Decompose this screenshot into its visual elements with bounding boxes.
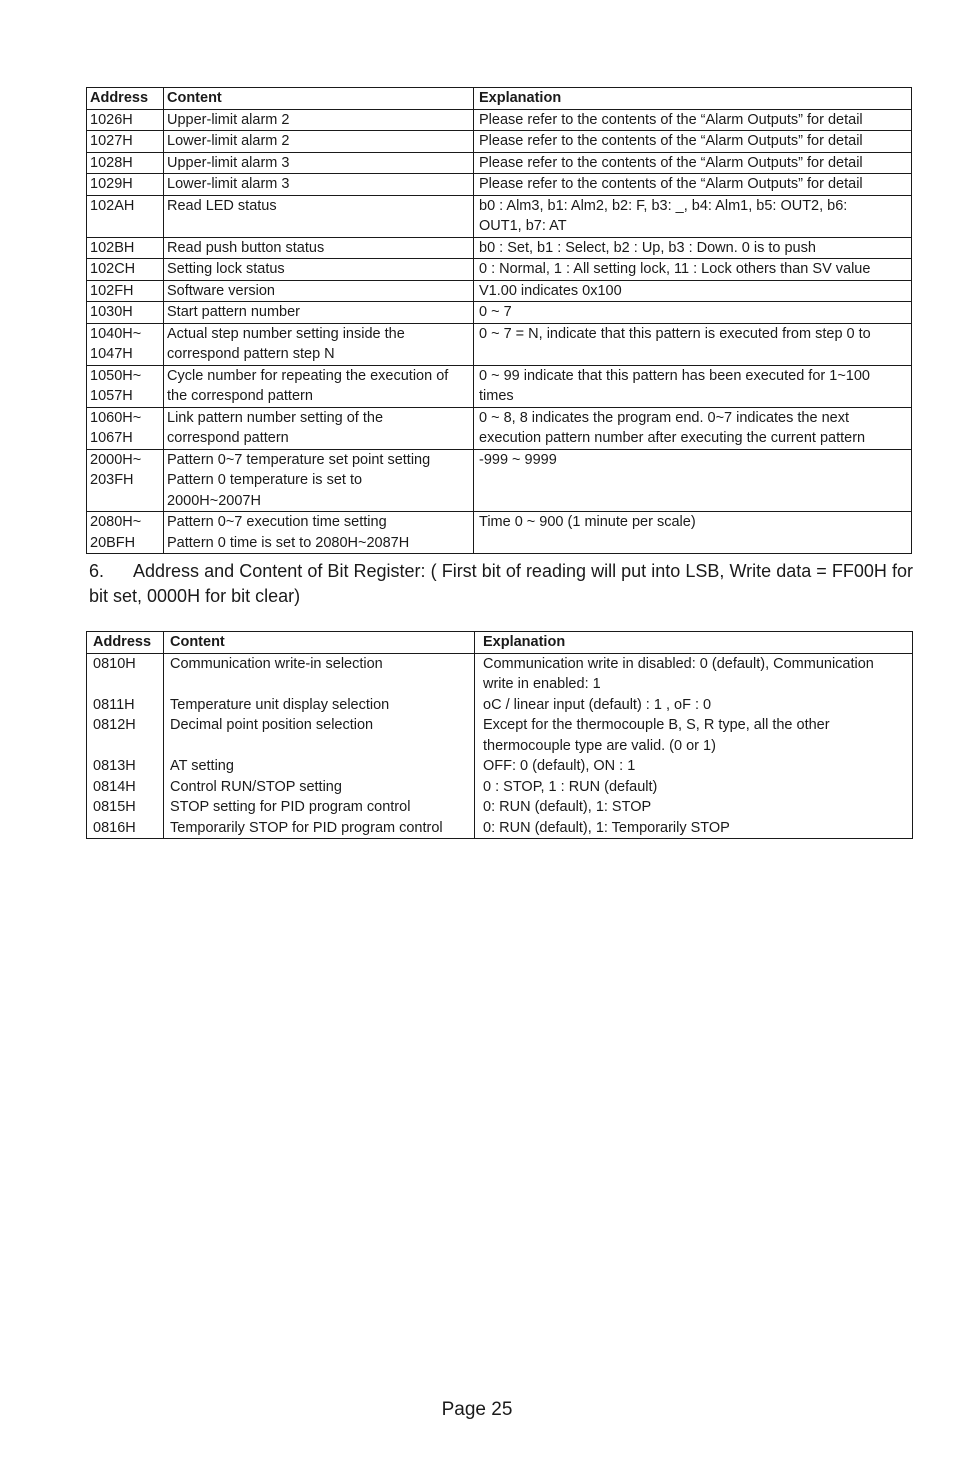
address-cell: 102BH <box>87 237 164 259</box>
address-cell: 102AH <box>87 195 164 237</box>
address-cell: 0813H <box>87 756 164 777</box>
explanation-cell: 0 : STOP, 1 : RUN (default) <box>483 778 658 795</box>
address-cell: 1027H <box>87 131 164 153</box>
explanation-cell: 0 ~ 7 = N, indicate that this pattern is executed from step 0 to <box>474 323 912 365</box>
address-cell: 102FH <box>87 280 164 302</box>
header-explanation: Explanation <box>475 632 913 654</box>
table-row <box>87 512 912 554</box>
content-cell: Read push button status <box>164 237 474 259</box>
explanation-cell: 0 ~ 7 <box>474 302 912 324</box>
content-cell: Link pattern number setting of the correspond pattern <box>164 407 474 449</box>
table-row <box>87 152 912 174</box>
section-number: 6. <box>89 561 105 581</box>
content-cell: Lower-limit alarm 3 <box>164 174 474 196</box>
address-cell: 2000H~ 203FH <box>87 449 164 512</box>
bit-register-table <box>86 631 913 839</box>
explanation-cell: oC / linear input (default) : 1 , oF : 0 <box>483 696 712 713</box>
section-text: Address and Content of Bit Register: ( First bit of reading will put into LSB, Write data = FF00H for bit set, 0000H for bit clear) <box>89 561 913 606</box>
content-cell: Upper-limit alarm 2 <box>164 109 474 131</box>
explanation-cell: Please refer to the contents of the “Alarm Outputs” for detail <box>474 131 912 153</box>
content-cell: STOP setting for PID program control <box>164 797 475 818</box>
content-cell: Actual step number setting inside the correspond pattern step N <box>164 323 474 365</box>
content-cell: Lower-limit alarm 2 <box>164 131 474 153</box>
table-row <box>87 131 912 153</box>
content-cell: Temperature unit display selection <box>164 695 475 716</box>
address-cell: 1040H~ 1047H <box>87 323 164 365</box>
explanation-cell: -999 ~ 9999 <box>474 449 912 512</box>
address-cell: 2080H~ 20BFH <box>87 512 164 554</box>
explanation-cell: Time 0 ~ 900 (1 minute per scale) <box>474 512 912 554</box>
table-body <box>87 109 912 554</box>
explanation-cell: 0: RUN (default), 1: STOP <box>483 799 652 815</box>
header-address: Address <box>87 88 164 110</box>
content-cell: Communication write-in selection <box>164 653 475 695</box>
table-body <box>87 653 913 839</box>
content-cell: Pattern 0~7 execution time setting Pattern 0 time is set to 2080H~2087H <box>164 512 474 554</box>
content-cell: Software version <box>164 280 474 302</box>
table-row <box>87 259 912 281</box>
header-content: Content <box>164 88 474 110</box>
content-cell: Setting lock status <box>164 259 474 281</box>
table-row <box>87 695 913 716</box>
content-cell: Upper-limit alarm 3 <box>164 152 474 174</box>
explanation-cell: 0 ~ 99 indicate that this pattern has been executed for 1~100 times <box>474 365 912 407</box>
table-row <box>87 449 912 512</box>
table-row <box>87 237 912 259</box>
table-row <box>87 818 913 839</box>
table-row <box>87 797 913 818</box>
table-row <box>87 280 912 302</box>
explanation-cell: Please refer to the contents of the “Alarm Outputs” for detail <box>474 174 912 196</box>
address-cell: 0816H <box>87 818 164 839</box>
address-content-table-1 <box>86 87 912 554</box>
header-content: Content <box>164 632 475 654</box>
content-cell: Control RUN/STOP setting <box>164 777 475 798</box>
address-cell: 0810H <box>87 653 164 695</box>
table-row <box>87 756 913 777</box>
address-cell: 1028H <box>87 152 164 174</box>
explanation-cell: Please refer to the contents of the “Alarm Outputs” for detail <box>474 109 912 131</box>
content-cell: AT setting <box>164 756 475 777</box>
address-cell: 0811H <box>87 695 164 716</box>
address-cell: 1050H~ 1057H <box>87 365 164 407</box>
address-cell: 0814H <box>87 777 164 798</box>
address-cell: 0815H <box>87 797 164 818</box>
table-row <box>87 323 912 365</box>
address-cell: 0812H <box>87 715 164 756</box>
content-cell: Read LED status <box>164 195 474 237</box>
explanation-cell: OFF: 0 (default), ON : 1 <box>483 758 636 774</box>
header-explanation: Explanation <box>474 88 912 110</box>
table-header-row <box>87 632 913 654</box>
content-cell: Decimal point position selection <box>164 715 475 756</box>
table-header-row <box>87 88 912 110</box>
explanation-cell: V1.00 indicates 0x100 <box>474 280 912 302</box>
explanation-cell: b0 : Alm3, b1: Alm2, b2: F, b3: _, b4: Alm1, b5: OUT2, b6: OUT1, b7: AT <box>474 195 912 237</box>
section-6-paragraph <box>89 559 913 609</box>
address-cell: 1060H~ 1067H <box>87 407 164 449</box>
address-cell: 102CH <box>87 259 164 281</box>
table-row <box>87 302 912 324</box>
explanation-cell: b0 : Set, b1 : Select, b2 : Up, b3 : Down. 0 is to push <box>474 237 912 259</box>
table-row <box>87 715 913 756</box>
content-cell: Cycle number for repeating the execution of the correspond pattern <box>164 365 474 407</box>
table-row <box>87 777 913 798</box>
page-number: Page 25 <box>441 1399 513 1420</box>
content-cell: Pattern 0~7 temperature set point setting Pattern 0 temperature is set to 2000H~2007H <box>164 449 474 512</box>
content-cell: Start pattern number <box>164 302 474 324</box>
address-cell: 1026H <box>87 109 164 131</box>
address-cell: 1030H <box>87 302 164 324</box>
table-row <box>87 195 912 237</box>
table-row <box>87 174 912 196</box>
table-row <box>87 653 913 695</box>
explanation-cell: 0 ~ 8, 8 indicates the program end. 0~7 indicates the next execution pattern number after executing the current pattern <box>474 407 912 449</box>
explanation-cell: 0: RUN (default), 1: Temporarily STOP <box>483 819 730 836</box>
table-row <box>87 407 912 449</box>
explanation-cell: Communication write in disabled: 0 (default), Communication write in enabled: 1 <box>483 655 874 692</box>
address-cell: 1029H <box>87 174 164 196</box>
table-row <box>87 109 912 131</box>
content-cell: Temporarily STOP for PID program control <box>164 818 475 839</box>
explanation-cell: 0 : Normal, 1 : All setting lock, 11 : Lock others than SV value <box>474 259 912 281</box>
explanation-cell: Please refer to the contents of the “Alarm Outputs” for detail <box>474 152 912 174</box>
table-row <box>87 365 912 407</box>
header-address: Address <box>87 632 164 654</box>
explanation-cell: Except for the thermocouple B, S, R type, all the other thermocouple type are valid. (0 or 1) <box>483 717 830 754</box>
